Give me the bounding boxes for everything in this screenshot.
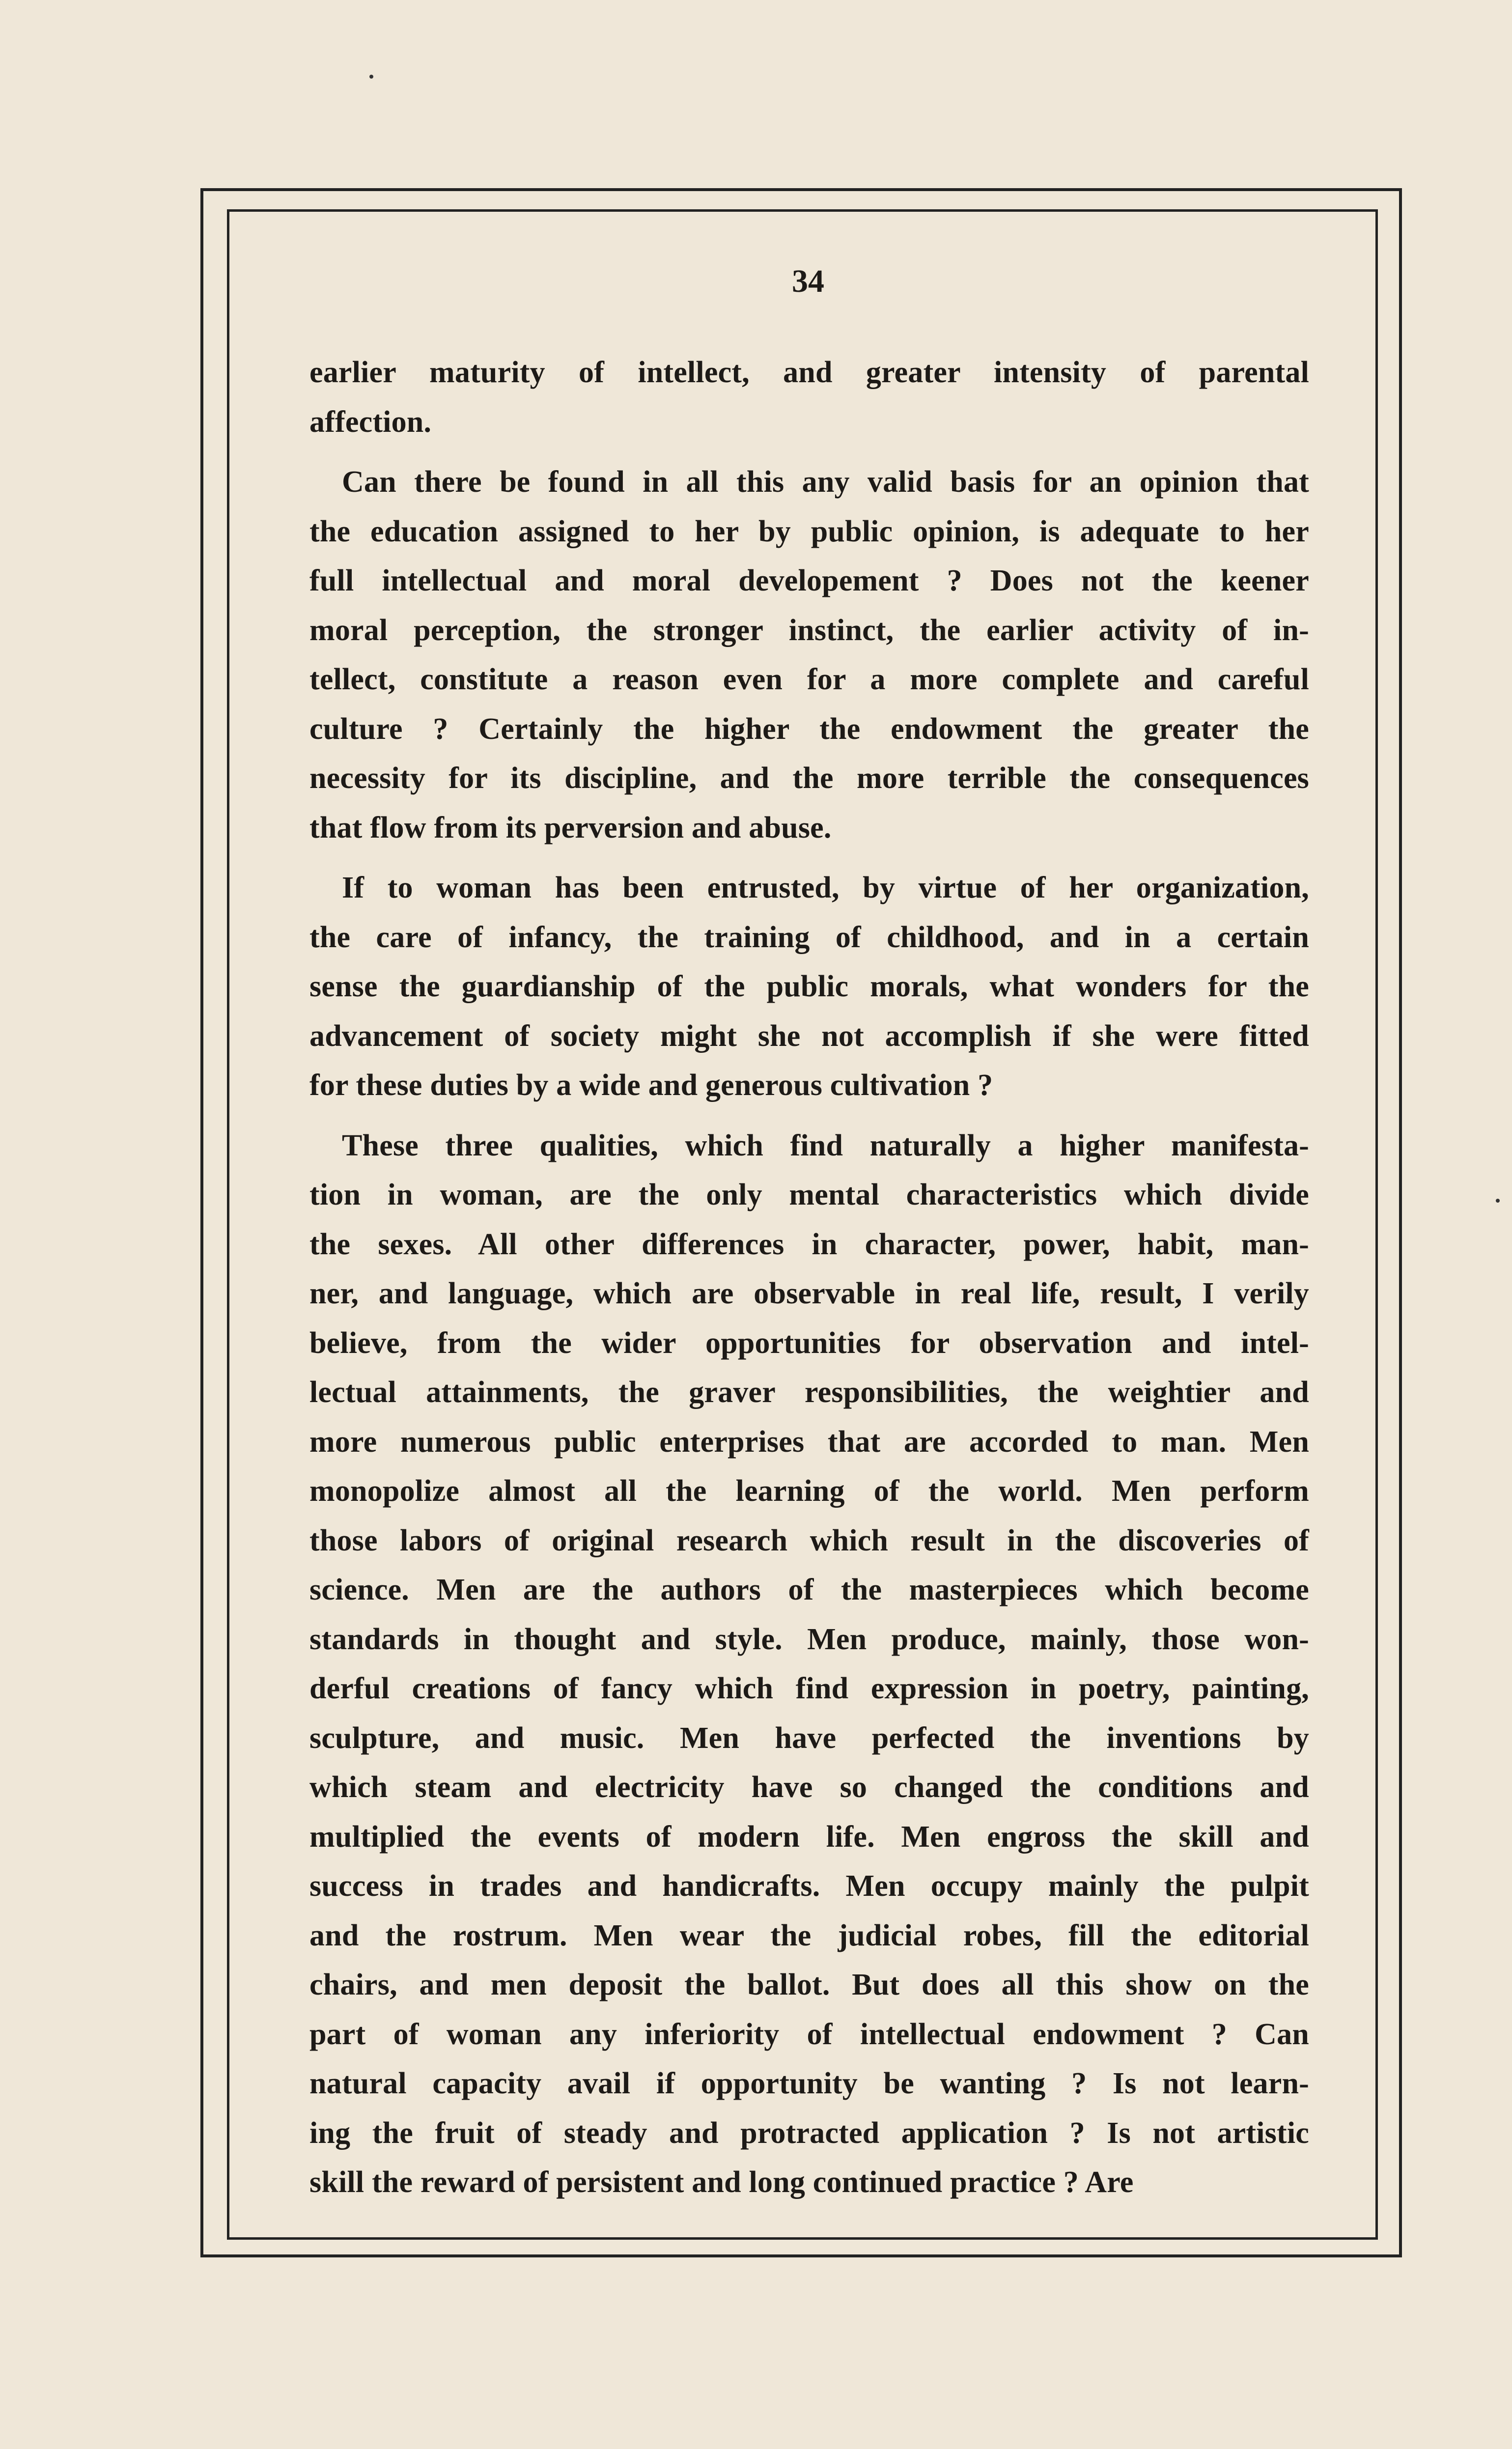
text-line: part of woman any inferiority of intellectual endowment ? Can [309, 2017, 1309, 2051]
text-line: believe, from the wider opportunities for observation and intel- [309, 1326, 1309, 1360]
text-line: success in trades and handicrafts. Men occupy mainly the pulpit [309, 1869, 1309, 1903]
text-line: If to woman has been entrusted, by virtue of her organization, [342, 871, 1309, 904]
text-line: advancement of society might she not accomplish if she were fitted [309, 1019, 1309, 1053]
text-line: tellect, constitute a reason even for a more complete and careful [309, 663, 1309, 696]
text-line: and the rostrum. Men wear the judicial robes, fill the editorial [309, 1918, 1309, 1952]
text-line: standards in thought and style. Men produce, mainly, those won- [309, 1622, 1309, 1656]
paragraph [309, 1121, 1309, 2207]
text-line: more numerous public enterprises that are accorded to man. Men [309, 1425, 1309, 1459]
text-line: monopolize almost all the learning of the world. Men perform [309, 1474, 1309, 1508]
text-line: Can there be found in all this any valid basis for an opinion that [342, 465, 1309, 499]
text-line: lectual attainments, the graver responsibilities, the weightier and [309, 1376, 1309, 1409]
text-line: the education assigned to her by public opinion, is adequate to her [309, 514, 1309, 548]
text-line: These three qualities, which find naturally a higher manifesta- [342, 1128, 1309, 1162]
text-line: that flow from its perversion and abuse. [309, 811, 832, 844]
text-line: chairs, and men deposit the ballot. But does all this show on the [309, 1968, 1309, 2001]
text-line: multiplied the events of modern life. Men engross the skill and [309, 1820, 1309, 1854]
body-text [309, 348, 1309, 2218]
text-line: the sexes. All other differences in character, power, habit, man- [309, 1227, 1309, 1261]
text-line: skill the reward of persistent and long continued practice ? Are [309, 2166, 1134, 2199]
ink-speck [1496, 1199, 1500, 1203]
text-line: which steam and electricity have so changed the conditions and [309, 1771, 1309, 1804]
page-number: 34 [792, 263, 824, 299]
paragraph [309, 863, 1309, 1110]
text-line: sense the guardianship of the public morals, what wonders for the [309, 970, 1309, 1003]
text-line: ner, and language, which are observable in real life, result, I verily [309, 1277, 1309, 1310]
text-line: affection. [309, 405, 432, 439]
text-line: tion in woman, are the only mental characteristics which divide [309, 1178, 1309, 1211]
paragraph [309, 348, 1309, 447]
text-line: for these duties by a wide and generous cultivation ? [309, 1069, 993, 1102]
text-line: natural capacity avail if opportunity be wanting ? Is not learn- [309, 2067, 1309, 2100]
text-line: culture ? Certainly the higher the endowment the greater the [309, 712, 1309, 746]
paragraph [309, 457, 1309, 852]
text-line: those labors of original research which result in the discoveries of [309, 1523, 1309, 1557]
text-line: full intellectual and moral developement ? Does not the keener [309, 564, 1309, 597]
text-line: ing the fruit of steady and protracted application ? Is not artistic [309, 2116, 1309, 2150]
text-line: sculpture, and music. Men have perfected the inventions by [309, 1721, 1309, 1755]
text-line: earlier maturity of intellect, and greater intensity of parental [309, 356, 1309, 389]
text-line: science. Men are the authors of the masterpieces which become [309, 1573, 1309, 1606]
text-line: the care of infancy, the training of childhood, and in a certain [309, 920, 1309, 954]
text-line: moral perception, the stronger instinct, the earlier activity of in- [309, 613, 1309, 647]
ink-speck [369, 75, 373, 79]
text-line: necessity for its discipline, and the more terrible the consequences [309, 761, 1309, 795]
text-line: derful creations of fancy which find expression in poetry, painting, [309, 1672, 1309, 1705]
